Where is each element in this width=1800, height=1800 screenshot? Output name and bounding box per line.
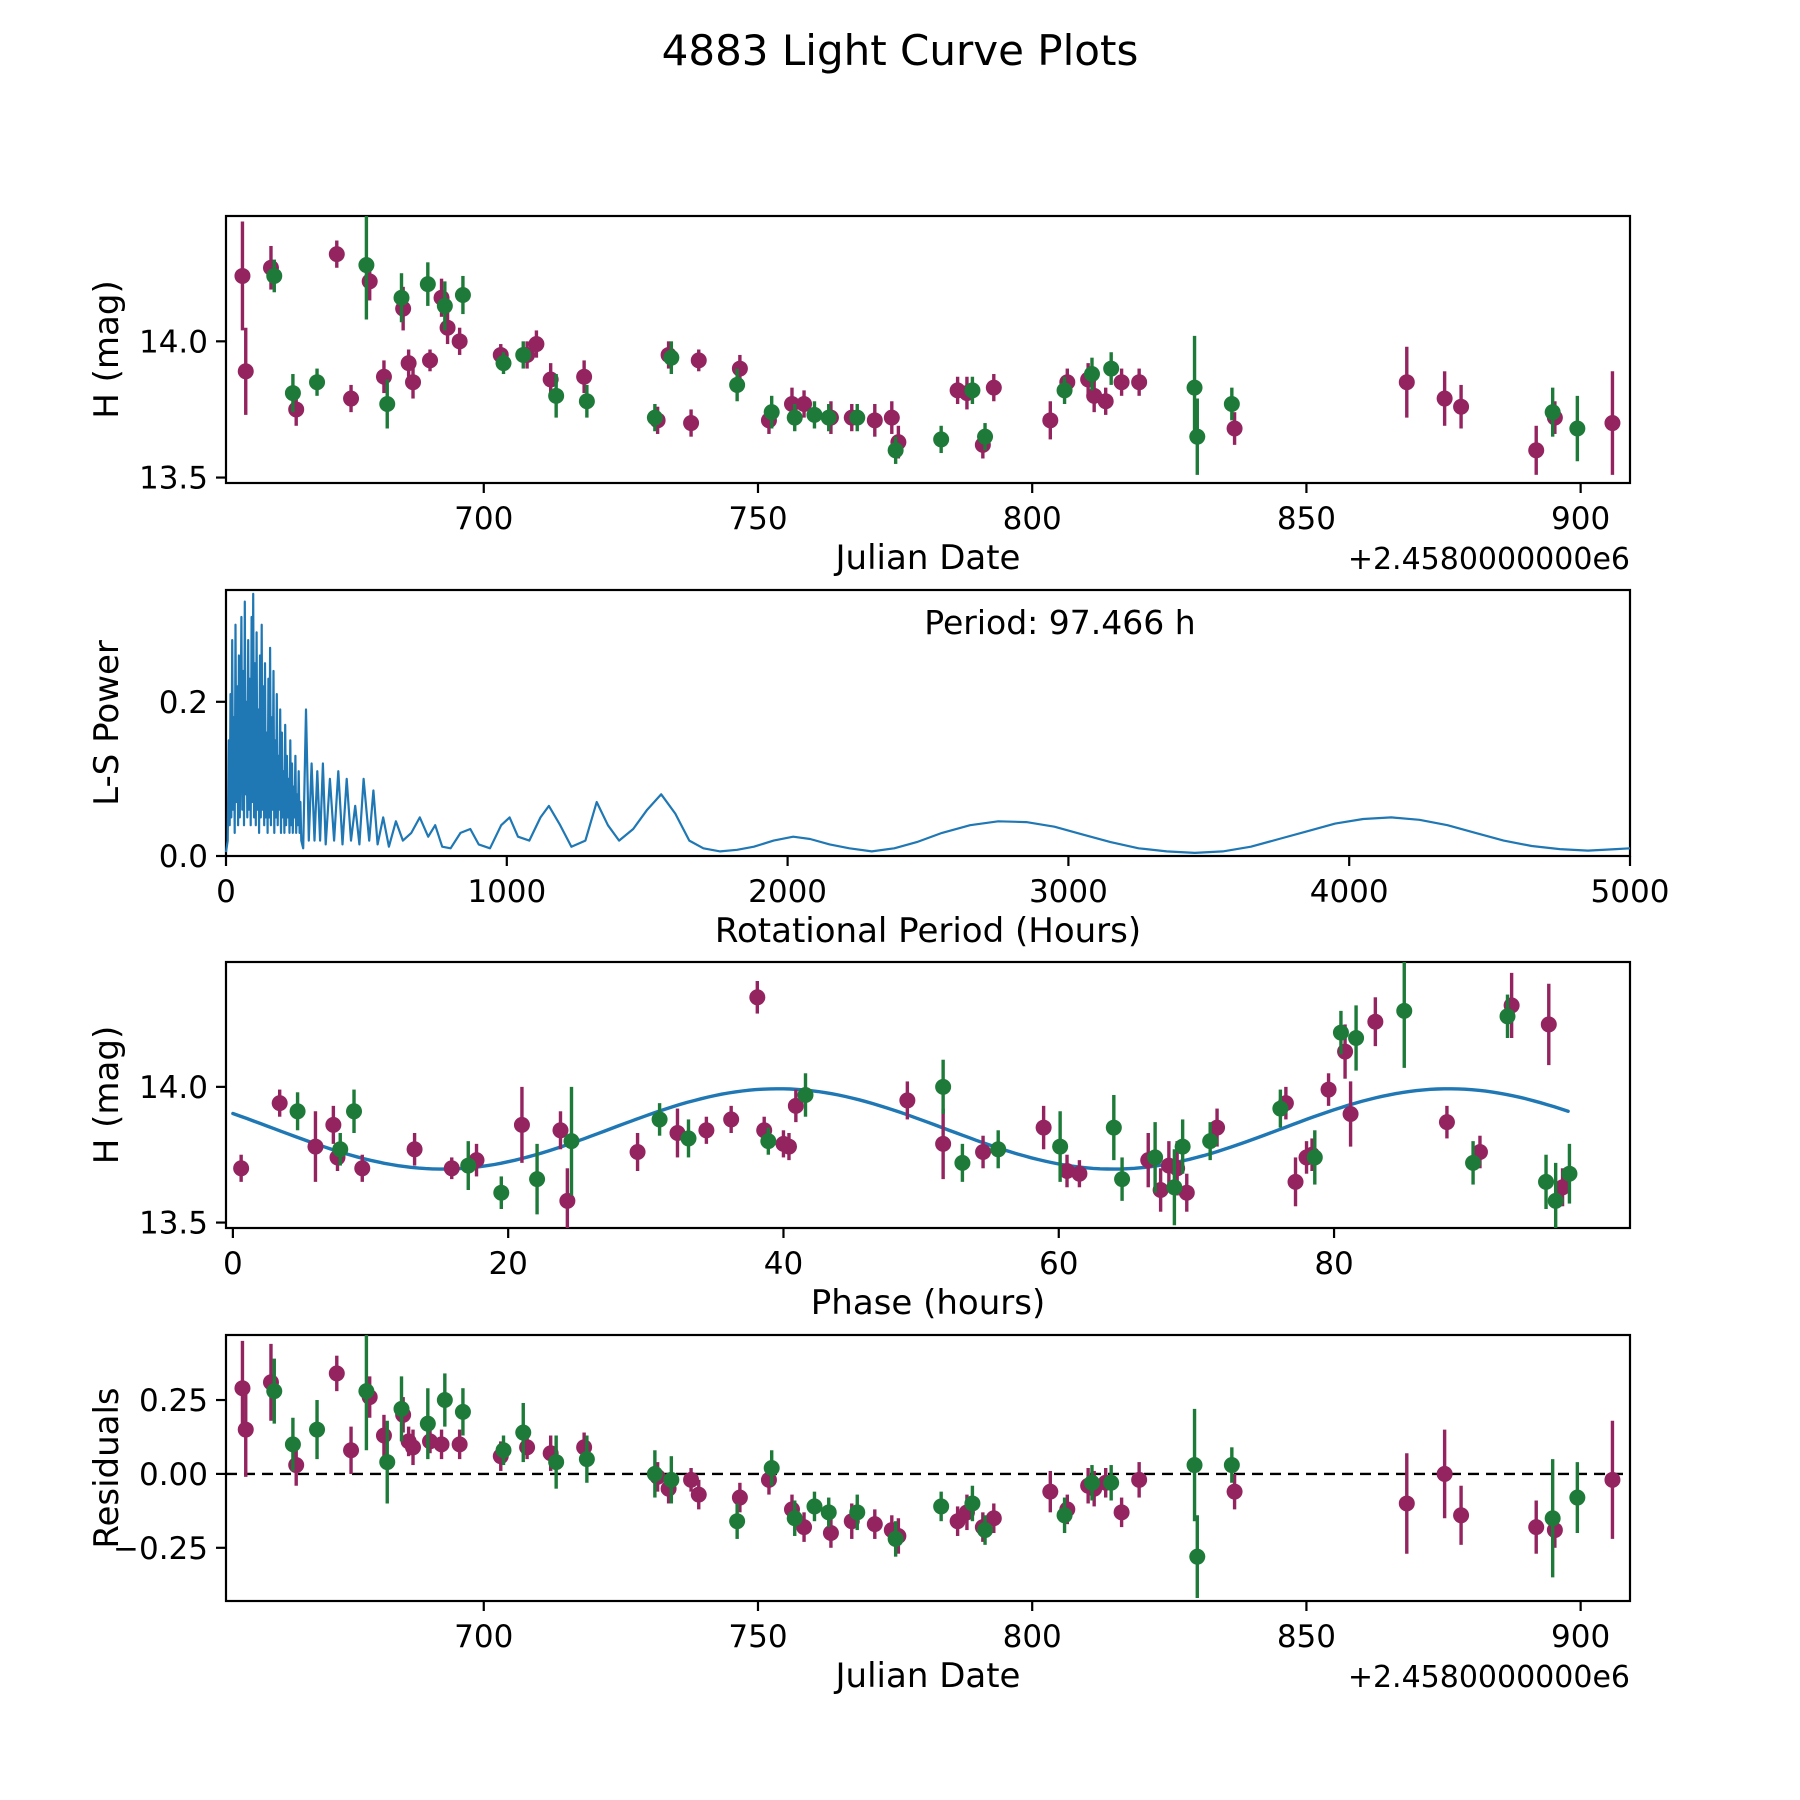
data-point — [579, 1451, 595, 1467]
data-point — [1187, 380, 1203, 396]
data-point — [849, 410, 865, 426]
x-tick-label: 900 — [1551, 1619, 1611, 1655]
axes-frame — [226, 962, 1630, 1228]
data-point — [288, 1457, 304, 1473]
data-point — [1175, 1139, 1191, 1155]
data-point — [407, 1141, 423, 1157]
data-point — [723, 1111, 739, 1127]
data-point — [422, 352, 438, 368]
data-point — [954, 1155, 970, 1171]
data-point — [1367, 1014, 1383, 1030]
data-point — [1071, 1166, 1087, 1182]
data-point — [986, 380, 1002, 396]
data-point — [1227, 421, 1243, 437]
data-point — [683, 415, 699, 431]
data-point — [1548, 1193, 1564, 1209]
x-tick-label: 0 — [223, 1246, 243, 1282]
panel-phase-curve — [87, 962, 1630, 1323]
data-point — [376, 369, 392, 385]
data-point — [964, 382, 980, 398]
data-point — [1437, 1466, 1453, 1482]
data-point — [888, 442, 904, 458]
data-point — [437, 1392, 453, 1408]
data-point — [1189, 1549, 1205, 1565]
y-tick-label: 13.5 — [138, 1205, 208, 1242]
data-point — [234, 268, 250, 284]
x-tick-label: 750 — [728, 1619, 788, 1655]
data-point — [379, 396, 395, 412]
data-point — [358, 1383, 374, 1399]
x-axis-label: Phase (hours) — [810, 1283, 1046, 1323]
data-point — [647, 1466, 663, 1482]
x-tick-label: 700 — [454, 501, 514, 537]
data-point — [821, 410, 837, 426]
data-point — [1166, 1179, 1182, 1195]
data-point — [884, 410, 900, 426]
data-point — [933, 431, 949, 447]
data-point — [332, 1141, 348, 1157]
data-point — [867, 412, 883, 428]
data-point — [888, 1531, 904, 1547]
x-axis-label: Julian Date — [835, 1656, 1021, 1696]
data-point — [354, 1160, 370, 1176]
data-point — [272, 1095, 288, 1111]
data-point — [1569, 421, 1585, 437]
data-point — [867, 1516, 883, 1532]
y-tick-label: 0.00 — [138, 1456, 208, 1493]
data-point — [1114, 1504, 1130, 1520]
data-point — [309, 1422, 325, 1438]
data-point — [1098, 393, 1114, 409]
data-point — [1147, 1149, 1163, 1165]
axes-frame — [226, 1335, 1630, 1601]
data-point — [548, 1454, 564, 1470]
data-point — [1131, 374, 1147, 390]
x-tick-label: 850 — [1276, 1619, 1337, 1655]
data-point — [764, 404, 780, 420]
data-point — [455, 1404, 471, 1420]
data-point — [1057, 382, 1073, 398]
data-point — [307, 1139, 323, 1155]
data-point — [663, 350, 679, 366]
data-point — [1131, 1472, 1147, 1488]
data-point — [806, 1498, 822, 1514]
data-point — [1545, 404, 1561, 420]
data-point — [821, 1504, 837, 1520]
data-point — [1084, 366, 1100, 382]
x-tick-label: 4000 — [1309, 874, 1389, 910]
data-point — [1189, 429, 1205, 445]
period-annotation: Period: 97.466 h — [924, 603, 1196, 642]
data-point — [1227, 1484, 1243, 1500]
data-point — [514, 1117, 530, 1133]
data-point — [806, 407, 822, 423]
data-point — [787, 410, 803, 426]
y-axis-label: L-S Power — [87, 640, 127, 806]
x-tick-label: 900 — [1551, 501, 1611, 537]
y-tick-label: 0.2 — [158, 684, 208, 721]
data-point — [405, 1439, 421, 1455]
data-point — [1453, 399, 1469, 415]
data-point — [760, 1133, 776, 1149]
data-point — [515, 347, 531, 363]
data-point — [1499, 1008, 1515, 1024]
data-point — [420, 276, 436, 292]
data-point — [964, 1495, 980, 1511]
data-point — [1453, 1507, 1469, 1523]
panel-residuals — [87, 1335, 1630, 1696]
y-tick-label: 0.0 — [158, 839, 208, 875]
data-point — [1465, 1155, 1481, 1171]
y-tick-label: 13.5 — [138, 460, 208, 497]
data-point — [1224, 1457, 1240, 1473]
data-point — [329, 246, 345, 262]
x-tick-label: 850 — [1276, 501, 1337, 537]
data-point — [1224, 396, 1240, 412]
data-point — [405, 374, 421, 390]
data-point — [1042, 412, 1058, 428]
figure-title: 4883 Light Curve Plots — [661, 26, 1139, 75]
data-point — [1042, 1484, 1058, 1500]
data-point — [663, 1472, 679, 1488]
series-res-magenta — [234, 1341, 1620, 1554]
data-point — [515, 1425, 531, 1441]
data-point — [977, 429, 993, 445]
x-offset-text: +2.4580000000e6 — [1347, 542, 1630, 577]
data-point — [1396, 1003, 1412, 1019]
data-point — [1114, 1171, 1130, 1187]
data-point — [376, 1427, 392, 1443]
data-point — [749, 989, 765, 1005]
data-point — [1343, 1106, 1359, 1122]
data-point — [849, 1504, 865, 1520]
x-tick-label: 5000 — [1590, 874, 1670, 910]
x-tick-label: 0 — [216, 874, 236, 910]
data-point — [1106, 1120, 1122, 1136]
x-tick-label: 1000 — [467, 874, 547, 910]
data-point — [266, 1383, 282, 1399]
data-point — [529, 1171, 545, 1187]
axes-frame — [226, 216, 1630, 483]
data-point — [823, 1525, 839, 1541]
data-point — [1103, 1475, 1119, 1491]
data-point — [452, 333, 468, 349]
data-point — [1187, 1457, 1203, 1473]
x-tick-label: 3000 — [1028, 874, 1108, 910]
data-point — [797, 1087, 813, 1103]
panel-light-curve — [87, 216, 1630, 578]
data-point — [288, 401, 304, 417]
data-point — [434, 1436, 450, 1452]
data-point — [437, 298, 453, 314]
y-tick-label: 14.0 — [138, 324, 208, 361]
data-point — [325, 1117, 341, 1133]
data-point — [563, 1133, 579, 1149]
data-point — [440, 320, 456, 336]
data-point — [698, 1122, 714, 1138]
data-point — [1561, 1166, 1577, 1182]
data-point — [343, 391, 359, 407]
x-tick-label: 2000 — [748, 874, 828, 910]
data-point — [1604, 415, 1620, 431]
data-point — [420, 1416, 436, 1432]
data-point — [1348, 1030, 1364, 1046]
y-tick-label: −0.25 — [113, 1530, 208, 1567]
data-point — [732, 361, 748, 377]
x-offset-text: +2.4580000000e6 — [1347, 1660, 1630, 1695]
data-point — [764, 1460, 780, 1476]
data-point — [933, 1498, 949, 1514]
data-point — [290, 1103, 306, 1119]
data-point — [519, 1439, 535, 1455]
data-point — [496, 355, 512, 371]
data-point — [781, 1139, 797, 1155]
data-point — [1528, 1519, 1544, 1535]
data-point — [285, 1436, 301, 1452]
data-point — [1272, 1101, 1288, 1117]
series-res-green — [266, 1335, 1585, 1598]
data-point — [1399, 1495, 1415, 1511]
data-point — [548, 388, 564, 404]
data-point — [1528, 442, 1544, 458]
data-point — [1307, 1149, 1323, 1165]
data-point — [1057, 1507, 1073, 1523]
data-point — [1545, 1510, 1561, 1526]
data-point — [1288, 1174, 1304, 1190]
data-point — [935, 1136, 951, 1152]
data-point — [899, 1092, 915, 1108]
y-tick-label: 14.0 — [138, 1069, 208, 1106]
panel-periodogram — [87, 590, 1669, 951]
data-point — [990, 1141, 1006, 1157]
x-tick-label: 80 — [1314, 1246, 1354, 1282]
x-tick-label: 60 — [1039, 1246, 1079, 1282]
data-point — [493, 1185, 509, 1201]
data-point — [233, 1160, 249, 1176]
data-point — [935, 1079, 951, 1095]
data-point — [238, 363, 254, 379]
data-point — [1036, 1120, 1052, 1136]
data-point — [1333, 1025, 1349, 1041]
data-point — [732, 1490, 748, 1506]
data-point — [647, 410, 663, 426]
data-point — [975, 1144, 991, 1160]
data-point — [362, 273, 378, 289]
data-point — [444, 1160, 460, 1176]
data-point — [1103, 361, 1119, 377]
data-point — [1437, 391, 1453, 407]
y-axis-label: Residuals — [87, 1387, 127, 1549]
data-point — [234, 1380, 250, 1396]
series-obs-magenta — [234, 221, 1620, 474]
data-point — [1439, 1114, 1455, 1130]
data-point — [729, 377, 745, 393]
data-point — [460, 1158, 476, 1174]
data-point — [652, 1111, 668, 1127]
data-point — [496, 1442, 512, 1458]
data-point — [528, 336, 544, 352]
data-point — [1541, 1016, 1557, 1032]
data-point — [691, 352, 707, 368]
data-point — [691, 1487, 707, 1503]
data-point — [1321, 1082, 1337, 1098]
data-point — [452, 1436, 468, 1452]
data-point — [977, 1522, 993, 1538]
data-point — [683, 1472, 699, 1488]
data-point — [1538, 1174, 1554, 1190]
data-point — [343, 1442, 359, 1458]
y-axis-label: H (mag) — [87, 1025, 127, 1165]
x-axis-label: Rotational Period (Hours) — [714, 911, 1142, 951]
data-point — [1399, 374, 1415, 390]
data-point — [630, 1144, 646, 1160]
data-point — [729, 1513, 745, 1529]
data-point — [285, 385, 301, 401]
x-tick-label: 40 — [763, 1246, 804, 1282]
data-point — [1114, 374, 1130, 390]
data-point — [680, 1130, 696, 1146]
data-point — [1604, 1472, 1620, 1488]
x-axis-label: Julian Date — [835, 538, 1021, 578]
x-tick-label: 20 — [488, 1246, 528, 1282]
data-point — [379, 1454, 395, 1470]
data-point — [1052, 1139, 1068, 1155]
data-point — [579, 393, 595, 409]
y-axis-label: H (mag) — [87, 280, 127, 419]
data-point — [329, 1365, 345, 1381]
y-tick-label: 0.25 — [138, 1383, 208, 1420]
data-point — [266, 268, 282, 284]
x-tick-label: 700 — [454, 1619, 514, 1655]
data-point — [455, 287, 471, 303]
data-point — [787, 1510, 803, 1526]
data-point — [394, 1401, 410, 1417]
x-tick-label: 800 — [1002, 501, 1062, 537]
data-point — [309, 374, 325, 390]
data-point — [1084, 1475, 1100, 1491]
x-tick-label: 800 — [1002, 1619, 1062, 1655]
data-point — [1202, 1133, 1218, 1149]
data-point — [358, 257, 374, 273]
data-point — [238, 1422, 254, 1438]
data-point — [1569, 1490, 1585, 1506]
data-point — [346, 1103, 362, 1119]
data-point — [576, 369, 592, 385]
data-point — [394, 290, 410, 306]
x-tick-label: 750 — [728, 501, 788, 537]
